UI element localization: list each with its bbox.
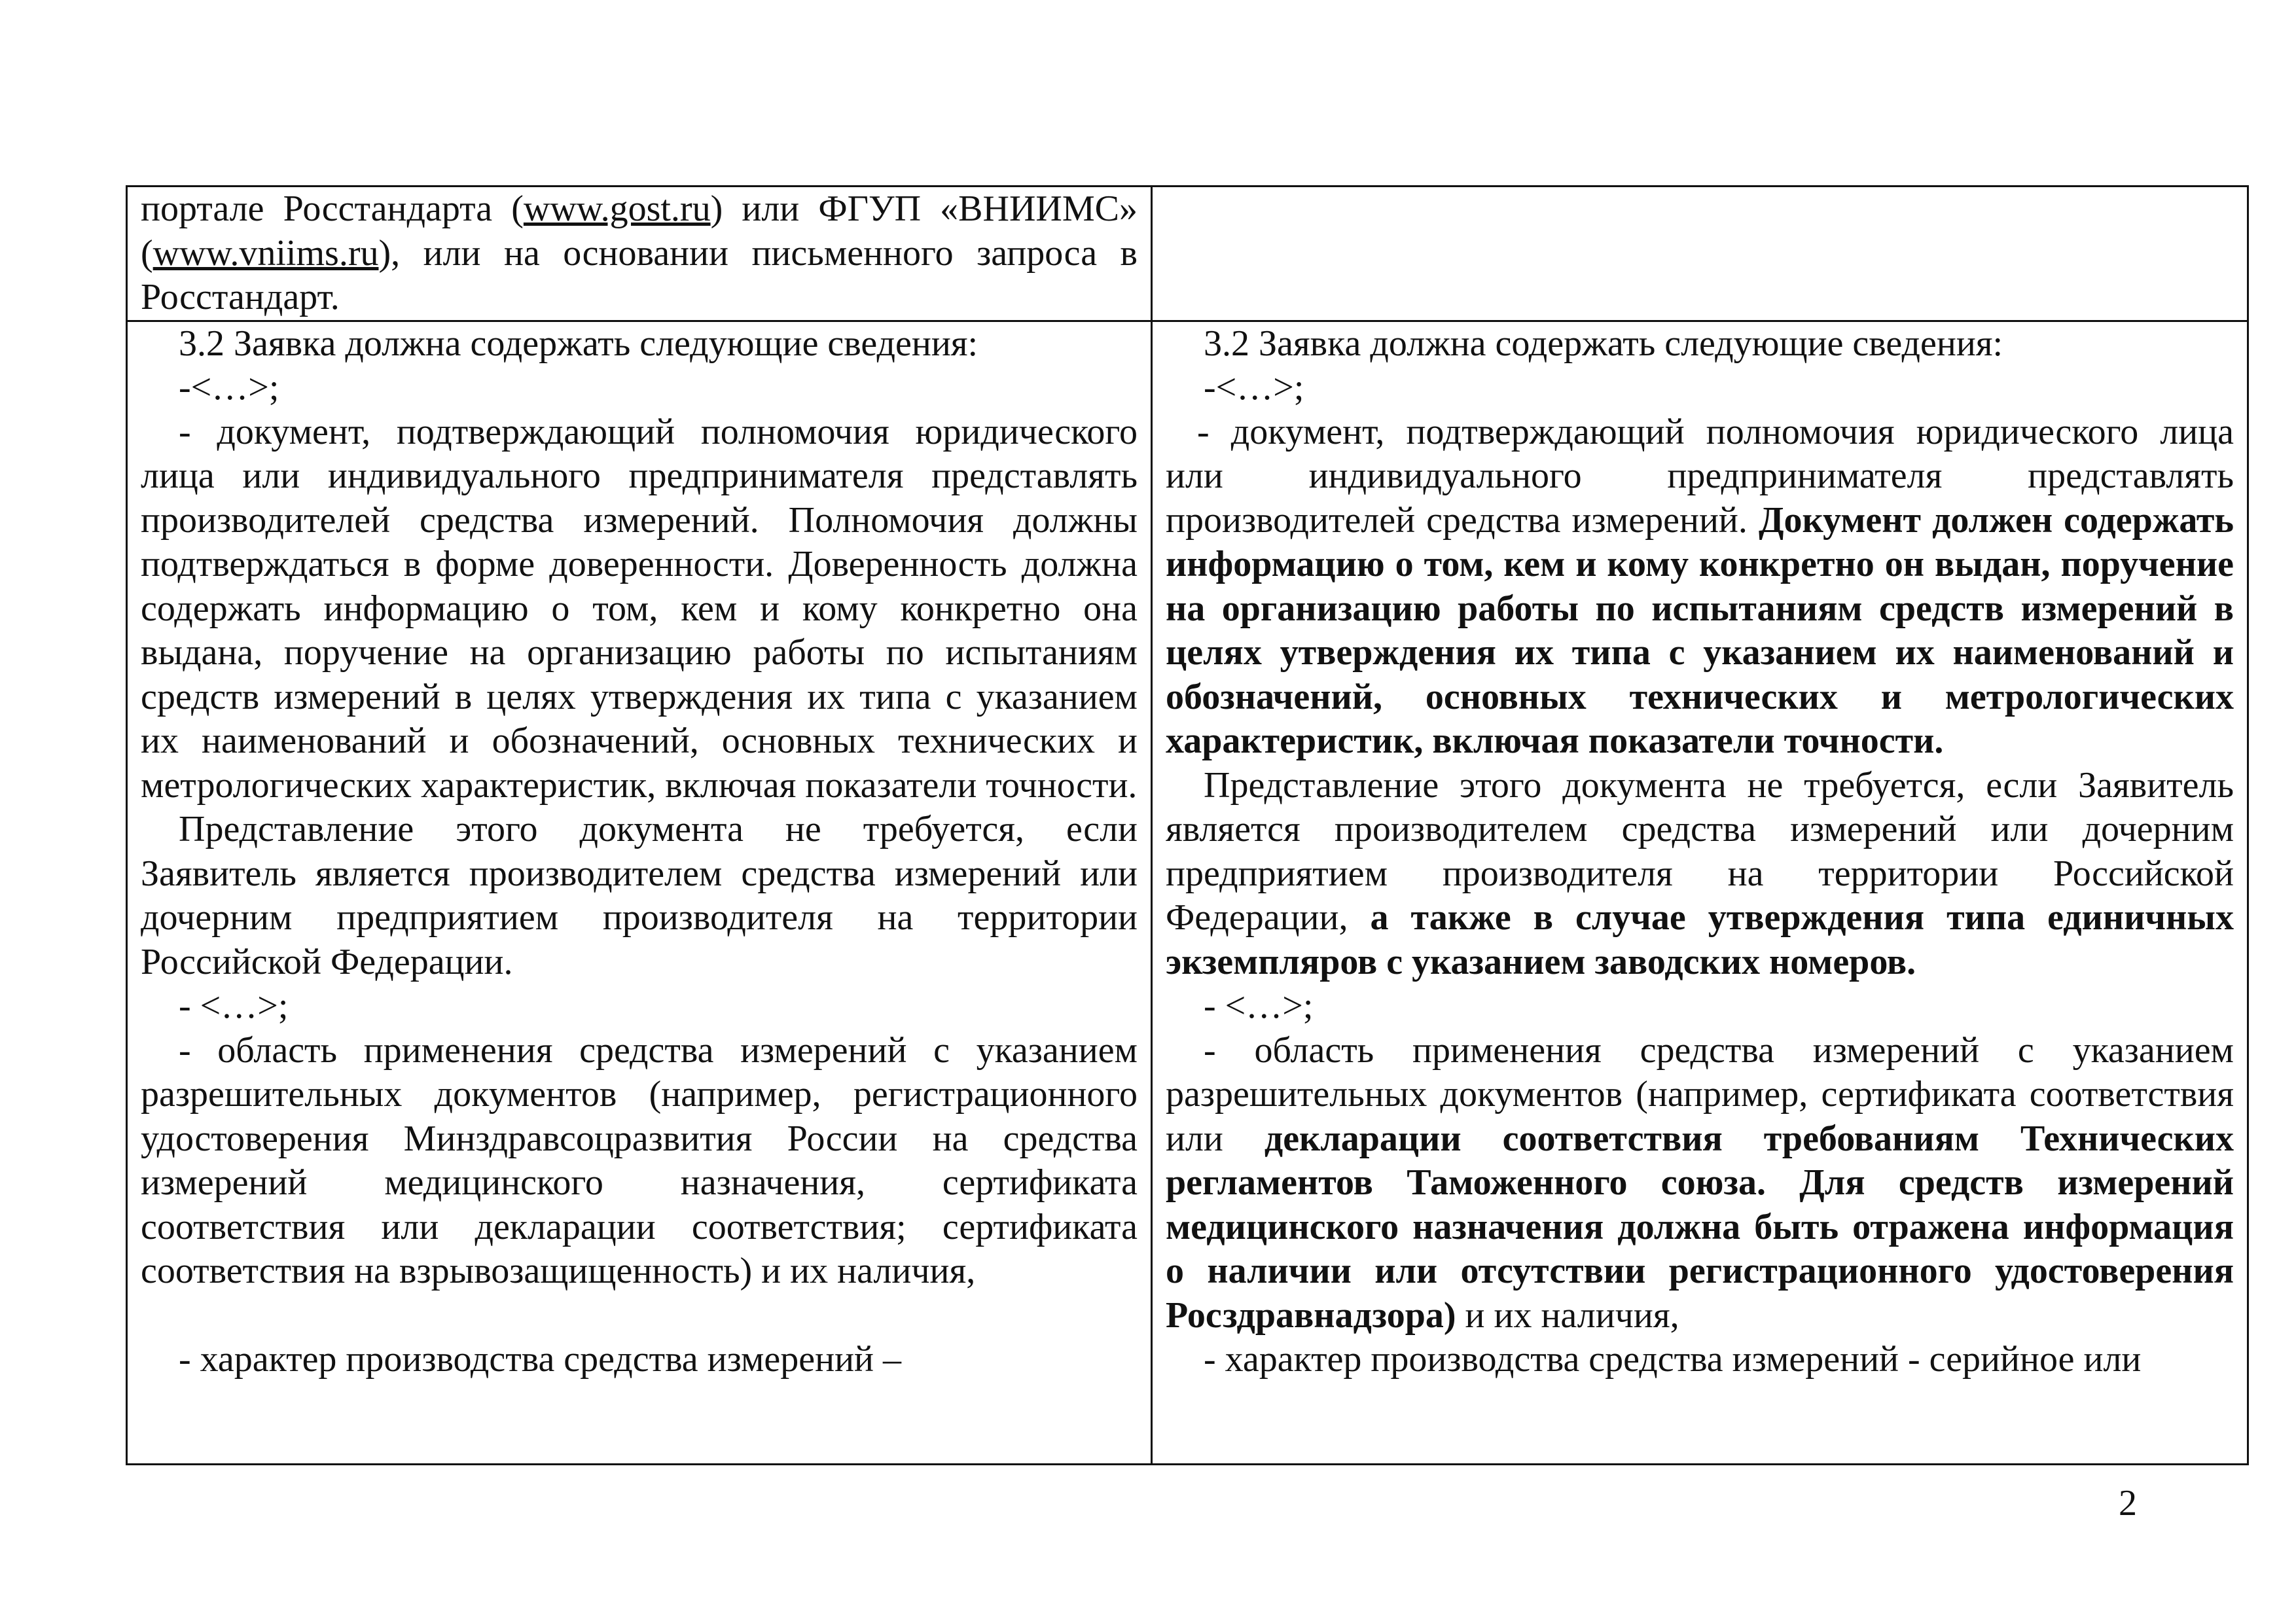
document-paragraph xyxy=(1166,410,2234,764)
right-cell-empty xyxy=(1152,187,2248,321)
amended-text: декларации соответствия требованиям Технических регламентов Таможенного союза. Для средств измерений медицинского назначения должна быть отражена информация о наличии или отсутствии регистрационного удостоверения Росздравнадзора) xyxy=(1166,1118,2234,1336)
omission-marker: -<…>; xyxy=(1204,367,1304,408)
paragraph-portal xyxy=(141,187,1138,320)
gost-link[interactable]: www.gost.ru xyxy=(523,188,711,229)
representation-paragraph xyxy=(1166,764,2234,985)
amended-text: Документ должен содержать информацию о том, кем и кому конкретно он выдан, поручение на организацию работы по испытаниям средств измерений в целях утверждения их типа с указанием их наименований и обозначений, основных технических и метрологических характеристик, включая показатели точности. xyxy=(1166,499,2234,761)
application-area-paragraph: - область применения средства измерений с указанием разрешительных документов (например, регистрационного удостоверения Минздравсоцразвития России на средства измерений медицинского назначения, сертификата соответствия или декларации соответствия; сертификата соответствия на взрывозащищенность) и их наличия, xyxy=(141,1029,1138,1291)
page-number: 2 xyxy=(2119,1483,2137,1524)
amended-text: а также в случае утверждения типа единичных экземпляров с указанием заводских номеров. xyxy=(1166,897,2234,982)
text-span: Представление этого документа не требуется, если Заявитель является производителем средства измерений или дочерним предприятием производителя на территории Российской Федерации, xyxy=(1166,764,2234,938)
right-cell xyxy=(1152,321,2248,1464)
vniims-link[interactable]: www.vniims.ru xyxy=(152,232,379,274)
production-type-paragraph: - характер производства средства измерений - серийное или xyxy=(1204,1339,2142,1380)
table-row xyxy=(127,321,2248,1464)
omission-marker: - <…>; xyxy=(179,986,289,1026)
section-heading: 3.2 Заявка должна содержать следующие сведения: xyxy=(1204,323,2003,364)
text-span: портале Росстандарта ( xyxy=(141,188,524,229)
left-cell xyxy=(127,187,1152,321)
omission-marker: - <…>; xyxy=(1204,986,1314,1026)
text-span: ) или ФГУП «ВНИИМС» ( xyxy=(141,188,1138,274)
application-area-paragraph xyxy=(1166,1029,2234,1338)
omission-marker: -<…>; xyxy=(179,367,279,408)
text-span: ), или на основании письменного запроса в Росстандарт. xyxy=(141,232,1138,317)
text-span: - документ, подтверждающий полномочия юридического лица или индивидуального предпринимателя представлять производителей средства измерений. xyxy=(1166,411,2234,541)
production-type-paragraph: - характер производства средства измерений – xyxy=(179,1338,902,1380)
left-cell xyxy=(127,321,1152,1464)
text-span: и их наличия, xyxy=(1456,1294,1679,1336)
table-row xyxy=(127,187,2248,321)
text-span: - область применения средства измерений с указанием разрешительных документов (например, сертификата соответствия или xyxy=(1166,1029,2234,1159)
section-heading: 3.2 Заявка должна содержать следующие сведения: xyxy=(179,323,978,364)
comparison-table xyxy=(126,185,2249,1465)
blank-line xyxy=(141,1294,1138,1338)
representation-paragraph: Представление этого документа не требуется, если Заявитель является производителем средства измерений или дочерним предприятием производителя на территории Российской Федерации. xyxy=(141,809,1138,982)
document-paragraph: - документ, подтверждающий полномочия юридического лица или индивидуального предпринимателя представлять производителей средства измерений. Полномочия должны подтверждаться в форме доверенности. Доверенность должна содержать информацию о том, кем и кому конкретно она выдана, поручение на организацию работы по испытаниям средств измерений в целях утверждения их типа с указанием их наименований и обозначений, основных технических и метрологических характеристик, включая показатели точности. xyxy=(141,411,1138,806)
